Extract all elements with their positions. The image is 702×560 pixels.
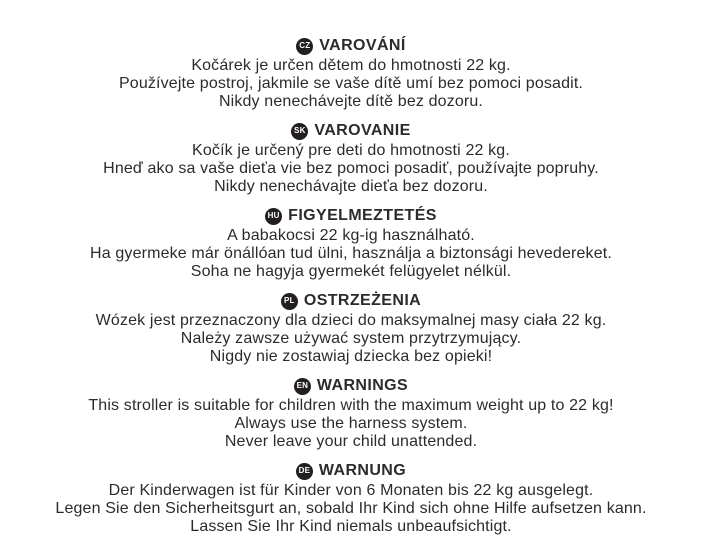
warning-line: Nikdy nenechávajte dieťa bez dozoru. [214,178,488,195]
lang-badge-hu-icon: HU [265,208,282,225]
lang-badge-pl-icon: PL [281,293,298,310]
warning-line: Soha ne hagyja gyermekét felügyelet nélkül. [190,263,512,280]
heading-text-cz: VAROVÁNÍ [319,37,406,54]
lang-badge-sk-icon: SK [291,123,308,140]
heading-text-de: WARNUNG [318,462,407,479]
warning-line: Always use the harness system. [234,415,468,432]
warning-section-cz [0,37,702,111]
lang-badge-de-icon: DE [296,463,313,480]
heading-text-hu: FIGYELMEZTETÉS [288,207,437,224]
warning-section-en [0,377,702,451]
section-heading-hu [0,207,702,225]
warning-line: Ha gyermeke már önállóan tud ülni, használja a biztonsági hevedereket. [90,245,612,262]
warning-line: Należy zawsze używać system przytrzymujący. [180,330,522,347]
section-heading-sk [0,122,702,140]
warning-line: Hneď ako sa vaše dieťa vie bez pomoci posadiť, používajte popruhy. [103,160,599,177]
heading-text-pl: OSTRZEŻENIA [303,292,422,309]
warning-section-de [0,462,702,536]
lang-badge-cz-icon: CZ [296,38,313,55]
warning-line: Never leave your child unattended. [224,433,478,450]
section-heading-de [0,462,702,480]
warning-line: Wózek jest przeznaczony dla dzieci do maksymalnej masy ciała 22 kg. [95,312,607,329]
heading-text-en: WARNINGS [316,377,409,394]
section-heading-pl [0,292,702,310]
warning-section-hu [0,207,702,281]
section-heading-en [0,377,702,395]
warning-line: A babakocsi 22 kg-ig használható. [227,227,475,244]
warning-line: Používejte postroj, jakmile se vaše dítě umí bez pomoci posadit. [118,75,584,92]
heading-text-sk: VAROVANIE [314,122,411,139]
warning-line: Legen Sie den Sicherheitsgurt an, sobald Ihr Kind sich ohne Hilfe aufsetzen kann. [55,500,647,517]
warning-line: Kočárek je určen dětem do hmotnosti 22 kg. [191,57,511,74]
lang-badge-en-icon: EN [294,378,311,395]
warning-section-pl [0,292,702,366]
warning-line: Nikdy nenechávejte dítě bez dozoru. [218,93,484,110]
warning-line: This stroller is suitable for children with the maximum weight up to 22 kg! [88,397,614,414]
warning-section-sk [0,122,702,196]
warning-line: Der Kinderwagen ist für Kinder von 6 Monaten bis 22 kg ausgelegt. [108,482,594,499]
warning-line: Lassen Sie Ihr Kind niemals unbeaufsichtigt. [190,518,512,535]
section-heading-cz [0,37,702,55]
warning-line: Kočík je určený pre deti do hmotnosti 22 kg. [192,142,510,159]
warning-line: Nigdy nie zostawiaj dziecka bez opieki! [209,348,493,365]
